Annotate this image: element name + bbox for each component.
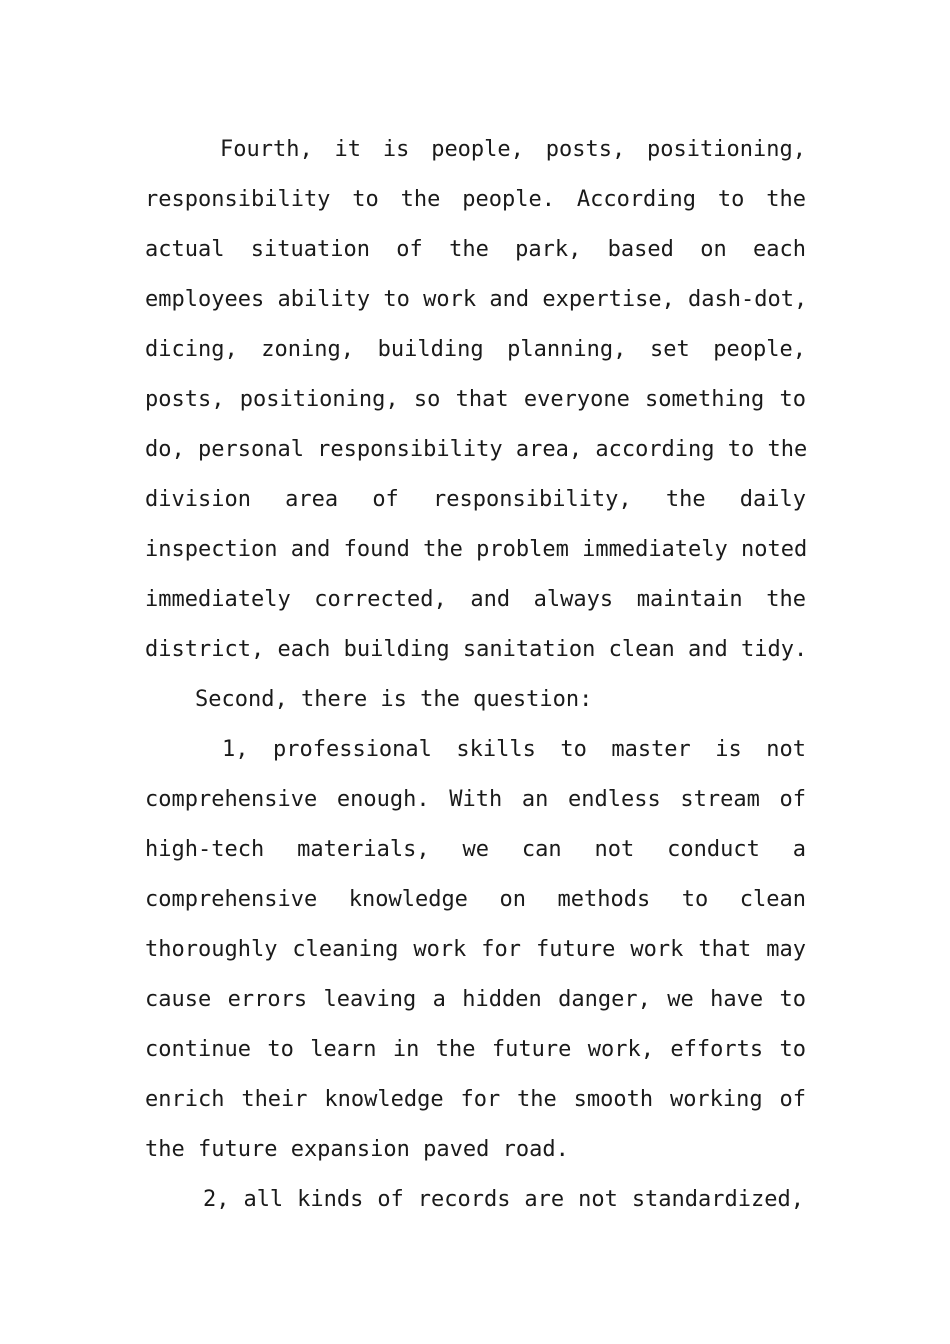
paragraph-fourth-line-7: do, personal responsibility area, according to the bbox=[145, 437, 808, 462]
item-1-line-3: high-tech materials, we can not conduct a bbox=[145, 837, 806, 862]
paragraph-fourth-line-11: district, each building sanitation clean and tidy. bbox=[145, 637, 808, 662]
item-1-line-4: comprehensive knowledge on methods to clean bbox=[145, 887, 806, 912]
paragraph-fourth-line-10: immediately corrected, and always maintain the bbox=[145, 587, 806, 612]
paragraph-fourth-line-8: division area of responsibility, the daily bbox=[145, 487, 806, 512]
paragraph-fourth-line-1: Fourth, it is people, posts, positioning, bbox=[220, 137, 806, 162]
item-1-line-6: cause errors leaving a hidden danger, we have to bbox=[145, 987, 806, 1012]
item-1-line-5: thoroughly cleaning work for future work that may bbox=[145, 937, 806, 962]
paragraph-fourth-line-4: employees ability to work and expertise, dash-dot, bbox=[145, 287, 808, 312]
item-1-line-8: enrich their knowledge for the smooth working of bbox=[145, 1087, 806, 1112]
paragraph-fourth-line-2: responsibility to the people. According to the bbox=[145, 187, 806, 212]
paragraph-fourth-line-3: actual situation of the park, based on each bbox=[145, 237, 806, 262]
item-1-line-7: continue to learn in the future work, efforts to bbox=[145, 1037, 806, 1062]
section-heading-second: Second, there is the question: bbox=[195, 687, 593, 712]
paragraph-fourth-line-6: posts, positioning, so that everyone something to bbox=[145, 387, 806, 412]
item-1-line-1: 1, professional skills to master is not bbox=[222, 737, 806, 762]
item-1-line-9: the future expansion paved road. bbox=[145, 1137, 569, 1162]
item-2-line-1: 2, all kinds of records are not standardized, bbox=[203, 1187, 804, 1212]
paragraph-fourth-line-5: dicing, zoning, building planning, set people, bbox=[145, 337, 806, 362]
item-1-line-2: comprehensive enough. With an endless stream of bbox=[145, 787, 806, 812]
paragraph-fourth-line-9: inspection and found the problem immediately noted bbox=[145, 537, 808, 562]
